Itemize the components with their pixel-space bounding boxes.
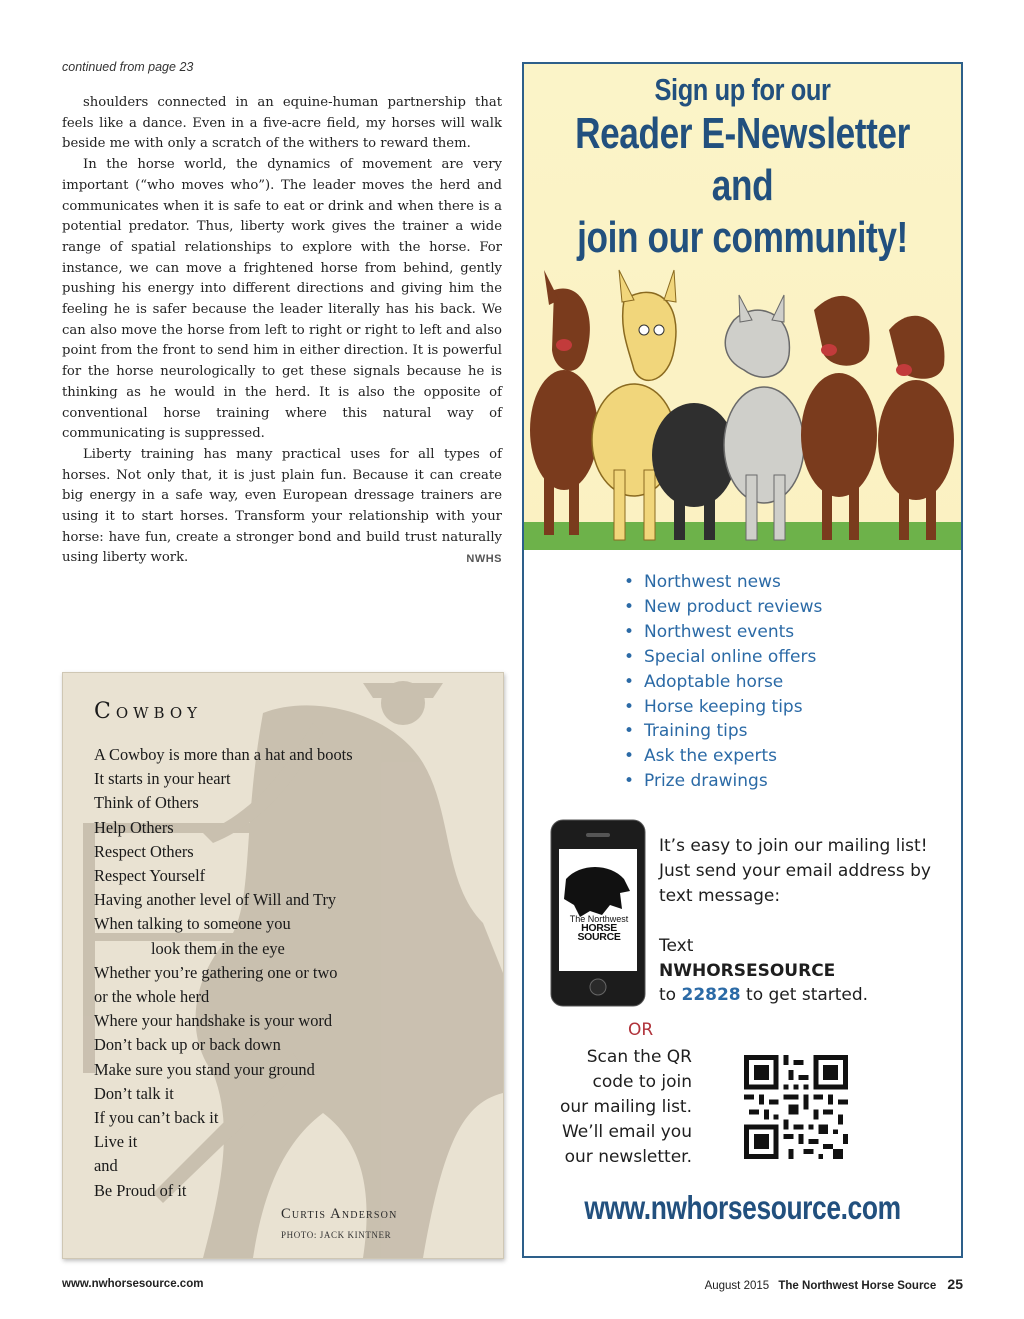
phone-brand-logo xyxy=(562,915,636,942)
text-word: Text xyxy=(659,935,694,956)
poem-title: Cowboy xyxy=(94,699,203,724)
article-paragraph: shoulders connected in an equine-human partnership that feels like a dance. Even in a five-acre field, my horses will walk beside me with only a scratch of the withers to reward them. xyxy=(62,95,502,152)
poem-line: Be Proud of it xyxy=(94,1180,187,1200)
poem-line: Where your handshake is your word xyxy=(94,1011,333,1031)
poem-lines xyxy=(94,743,353,1203)
poem-line: When talking to someone you xyxy=(94,914,291,934)
list-item: • Prize drawings xyxy=(624,769,822,794)
list-item: • Special online offers xyxy=(624,645,822,670)
list-item: • Horse keeping tips xyxy=(624,695,822,720)
newsletter-benefits-list xyxy=(624,570,822,794)
poem-line: Respect Others xyxy=(94,841,194,861)
newsletter-ad xyxy=(522,62,963,1258)
poem-line: or the whole herd xyxy=(94,987,210,1007)
article-paragraph: In the horse world, the dynamics of movement are very important (“who moves who”). The leader moves the herd and communicates when it is safe to eat or drink and when there is a potential predator. Thus, liberty work gives the trainer a wide range of spatial relationships to explore with the horse. For instance, we can move a frightened horse from behind, gently pushing his energy into different directions and giving him the feeling he is safer because the leader literally has his back. We can also move the horse from left to right or right to left and also point from the front to send him in either direction. It is powerful for the horse neurologically to get these signals because he is thinking as he would in the herd. It is also the opposite of conventional horse training where this natural way of communicating is suppressed. xyxy=(62,157,502,442)
join-line: text message: xyxy=(659,885,781,906)
article-body xyxy=(62,93,502,570)
poem-line: look them in the eye xyxy=(151,938,285,958)
to-word: to xyxy=(659,985,677,1006)
poem-line: Help Others xyxy=(94,817,174,837)
website-url[interactable]: www.nwhorsesource.com xyxy=(584,1189,901,1226)
poem-line: Having another level of Will and Try xyxy=(94,890,337,910)
poem-line: Think of Others xyxy=(94,793,199,813)
join-line: It’s easy to join our mailing list! xyxy=(659,836,928,856)
scan-line: Scan the QR xyxy=(586,1047,692,1067)
list-item: • New product reviews xyxy=(624,595,822,620)
continued-from-label: continued from page 23 xyxy=(62,60,194,74)
poem-line: Don’t talk it xyxy=(94,1083,174,1103)
horse-brown-left xyxy=(530,270,598,535)
article-signature: NWHS xyxy=(466,553,502,566)
poem-line: Live it xyxy=(94,1132,138,1152)
brand-big: HORSE SOURCE xyxy=(577,922,621,943)
or-divider: OR xyxy=(628,1020,654,1040)
ad-heading-main xyxy=(552,108,934,264)
poem-line: If you can’t back it xyxy=(94,1108,219,1128)
issue-date: August 2015 xyxy=(704,1280,770,1292)
ad-heading-line3: join our community! xyxy=(577,213,908,262)
footer-url: www.nwhorsesource.com xyxy=(62,1278,204,1290)
horse-brown-right xyxy=(878,316,954,540)
poem-line: and xyxy=(94,1156,118,1176)
ad-header-panel xyxy=(524,64,961,550)
list-item: • Ask the experts xyxy=(624,744,822,769)
scan-line: our mailing list. xyxy=(559,1096,692,1117)
list-item: • Northwest events xyxy=(624,620,822,645)
poem-line: It starts in your heart xyxy=(94,769,231,789)
article-paragraph: Liberty training has many practical uses for all types of horses. Not only that, it is just plain fun. Because it can create big energy in a safe way, even European dressage trainers are using it to start horses. Transform your relationship with your horse: have fun, create a stronger bond and build trust naturally using liberty work. NWHS xyxy=(62,445,502,569)
poem-line: Whether you’re gathering one or two xyxy=(94,962,338,982)
list-item: • Training tips xyxy=(624,719,822,744)
ad-heading-line2: Reader E-Newsletter and xyxy=(575,109,910,210)
scan-line: our newsletter. xyxy=(564,1146,692,1167)
horse-yellow xyxy=(592,270,676,540)
horse-brown-middle xyxy=(801,296,877,540)
list-item: • Northwest news xyxy=(624,570,822,595)
poem-line: Make sure you stand your ground xyxy=(94,1059,315,1079)
cowboy-poem-box xyxy=(62,672,504,1259)
scan-instructions xyxy=(544,1045,692,1170)
photo-credit: PHOTO: JACK KINTNER xyxy=(281,1230,392,1240)
poem-line: A Cowboy is more than a hat and boots xyxy=(94,745,353,764)
poem-author: Curtis Anderson xyxy=(281,1206,398,1222)
join-instructions xyxy=(659,834,931,1008)
scan-line: code to join xyxy=(592,1071,692,1092)
cartoon-horses-illustration xyxy=(524,260,961,550)
footer-info xyxy=(705,1276,963,1292)
sms-shortcode: 22828 xyxy=(681,985,741,1006)
poem-line: Don’t back up or back down xyxy=(94,1035,281,1055)
publication-name: The Northwest Horse Source xyxy=(778,1280,937,1292)
get-started-text: to get started. xyxy=(746,985,869,1006)
horse-gray xyxy=(724,295,804,540)
poem-line: Respect Yourself xyxy=(94,866,206,886)
page-number: 25 xyxy=(947,1276,963,1292)
qr-code[interactable] xyxy=(744,1055,848,1159)
brand-small: The Northwest xyxy=(569,914,629,924)
ad-heading-line1: Sign up for our xyxy=(654,72,831,107)
horse-black xyxy=(652,403,736,540)
sms-keyword: NWHORSESOURCE xyxy=(659,960,836,981)
scan-line: We’ll email you xyxy=(561,1121,692,1142)
list-item: • Adoptable horse xyxy=(624,670,822,695)
smartphone-icon xyxy=(550,819,646,1007)
join-line: Just send your email address by xyxy=(659,860,931,881)
